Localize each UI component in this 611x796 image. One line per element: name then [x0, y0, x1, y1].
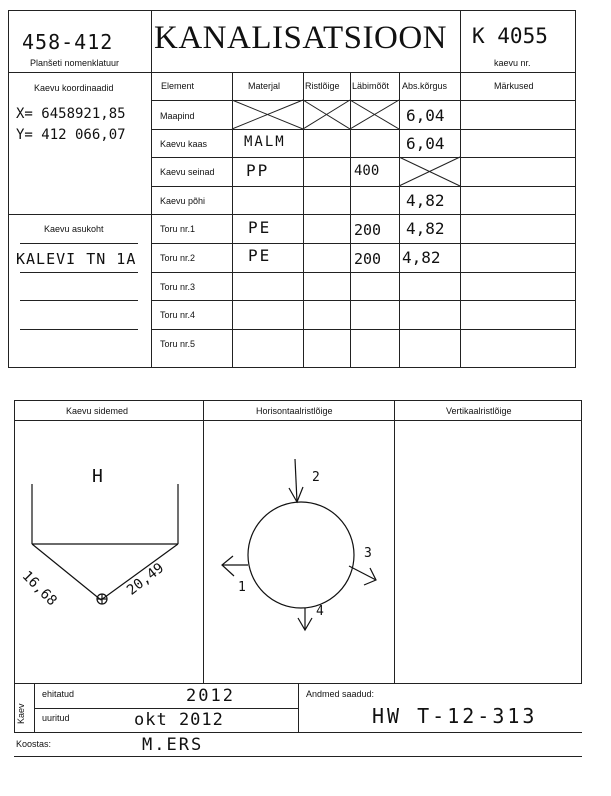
table-row-element: Toru nr.5	[160, 339, 196, 349]
table-row-element: Toru nr.1	[160, 224, 196, 234]
table-row-diameter: 200	[354, 250, 382, 268]
built-value: 2012	[186, 686, 235, 706]
header-diameter: Läbimõõt	[352, 81, 390, 91]
nomenclature-value: 458-412	[22, 30, 114, 54]
surveyed-label: uuritud	[42, 713, 70, 723]
table-row-element: Maapind	[160, 111, 195, 121]
table-row-height: 4,82	[402, 248, 441, 267]
pipe-label-4: 4	[316, 604, 324, 619]
table-row-element: Kaevu kaas	[160, 139, 208, 149]
table-row-height: 6,04	[406, 106, 445, 125]
table-row-height: 6,04	[406, 134, 445, 153]
horizontal-section	[222, 459, 376, 630]
table-row-diameter: 400	[354, 163, 380, 179]
pipe-label-1: 1	[238, 580, 246, 595]
table-row-height: 4,82	[406, 219, 445, 238]
table-row-height: 4,82	[406, 191, 445, 210]
compiled-by-label: Koostas:	[16, 739, 52, 749]
table-row-element: Toru nr.4	[160, 310, 196, 320]
nomenclature-label: Planšeti nomenklatuur	[30, 58, 120, 68]
table-row-material: PP	[246, 161, 270, 180]
building-label: H	[92, 466, 103, 487]
header-material: Materjal	[248, 81, 281, 91]
table-row-diameter: 200	[354, 221, 382, 239]
distance-left: 16,68	[18, 568, 60, 610]
header-notes: Märkused	[494, 81, 534, 91]
well-number-label: kaevu nr.	[494, 58, 531, 68]
header-cross: Ristlõige	[305, 81, 340, 91]
location-label: Kaevu asukoht	[44, 224, 104, 234]
table-row-element: Toru nr.3	[160, 282, 196, 292]
table-row-element: Toru nr.2	[160, 253, 196, 263]
data-source-value: HW T-12-313	[372, 704, 538, 728]
distance-right: 20,49	[124, 560, 168, 599]
coordinate-x: X= 6458921,85	[16, 106, 126, 122]
well-label: Kaev	[16, 703, 26, 724]
header-element: Element	[161, 81, 195, 91]
tie-sketch	[32, 484, 178, 604]
header-height: Abs.kõrgus	[402, 81, 448, 91]
table-row-material: MALM	[244, 134, 286, 150]
form-title: KANALISATSIOON	[154, 20, 447, 56]
coordinate-y: Y= 412 066,07	[16, 127, 126, 143]
table-row-element: Kaevu põhi	[160, 196, 206, 206]
section-horizontal-title: Horisontaalristlõige	[256, 406, 333, 416]
table-row-element: Kaevu seinad	[160, 167, 215, 177]
pipe-label-2: 2	[312, 470, 320, 485]
built-label: ehitatud	[42, 689, 75, 699]
pipe-label-3: 3	[364, 546, 372, 561]
pipe-2-arrow-icon	[295, 459, 297, 502]
surveyed-value: okt 2012	[134, 710, 224, 730]
section-ties-title: Kaevu sidemed	[66, 406, 129, 416]
well-circle	[248, 502, 354, 608]
compiled-by-value: M.ERS	[142, 735, 204, 755]
table-row-material: PE	[248, 218, 272, 237]
data-source-label: Andmed saadud:	[306, 689, 375, 699]
location-value: KALEVI TN 1A	[16, 250, 137, 268]
coordinates-label: Kaevu koordinaadid	[34, 83, 114, 93]
section-vertical-title: Vertikaalristlõige	[446, 406, 512, 416]
table-row-material: PE	[248, 246, 272, 265]
well-number-value: K 4055	[472, 24, 548, 48]
